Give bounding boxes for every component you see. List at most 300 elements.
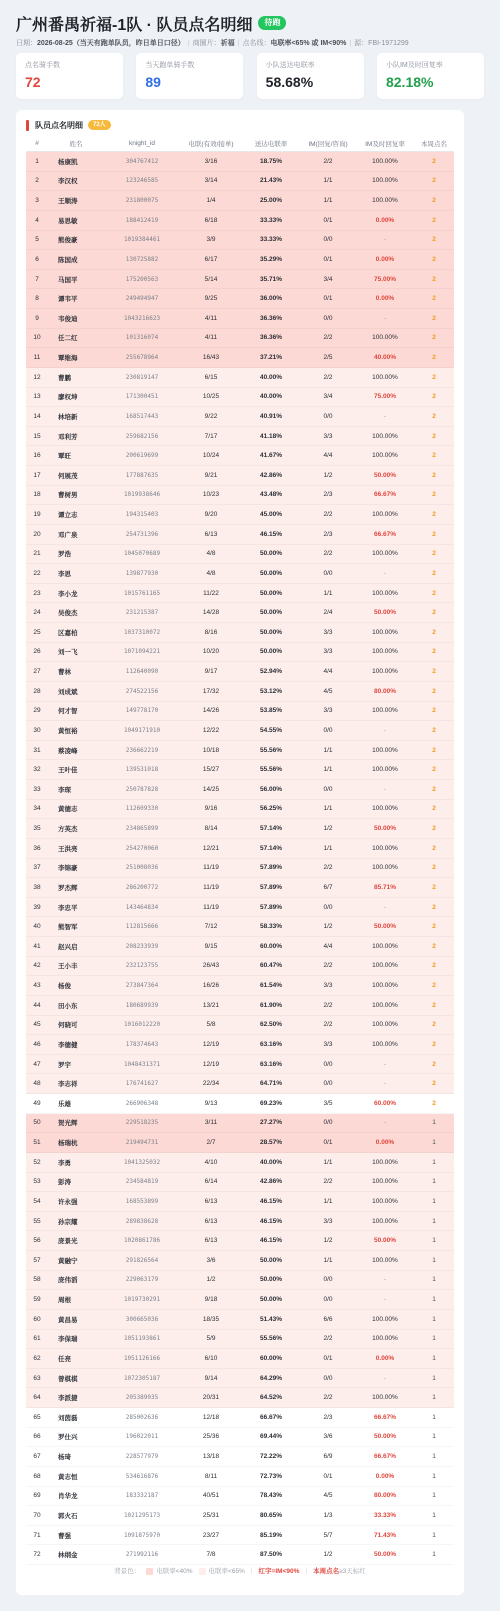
cell-index: 44 [33,1001,41,1009]
cell-name: 林纲金 [58,1552,78,1560]
legend-item-low [146,1566,192,1575]
cell-im: 2/2 [323,157,333,165]
table-row[interactable] [26,486,454,506]
table-row[interactable] [26,800,454,820]
table-row[interactable] [26,859,454,879]
cell-im-rate: 0.00% [375,1354,395,1362]
cell-weekly-marks: 2 [432,1099,436,1107]
cell-knight-id: 534616876 [125,1472,159,1480]
cell-call-rate: 46.15% [259,1237,283,1245]
cell-call-rate: 40.00% [259,1158,283,1166]
cell-index: 13 [33,393,41,401]
table-row[interactable] [26,643,454,663]
cell-index: 52 [33,1158,41,1166]
cell-im: 2/2 [323,864,333,872]
cell-knight-id: 255678964 [125,354,159,362]
table-row[interactable] [26,662,454,682]
table-row[interactable] [26,1094,454,1114]
cell-name: 罗浩 [58,551,71,559]
cell-weekly-marks: 2 [432,707,436,715]
col-calls[interactable]: 电联(有效/接单) [188,141,234,148]
cell-calls: 11/22 [203,589,219,597]
cell-call-rate: 56.25% [259,805,283,813]
table-row[interactable] [26,878,454,898]
cell-call-rate: 50.00% [259,550,283,558]
cell-name: 马国平 [58,276,78,284]
cell-im: 3/3 [323,982,333,990]
cell-im-rate: - [383,1119,387,1127]
cell-calls: 4/11 [204,334,218,342]
cell-im-rate: 66.67% [373,491,397,499]
cell-weekly-marks: 2 [432,903,436,911]
table-row[interactable] [26,231,454,251]
cell-knight-id: 112609330 [125,805,159,813]
cell-weekly-marks: 2 [432,569,436,577]
cell-knight-id: 112640090 [125,668,159,676]
cell-index: 27 [33,668,41,676]
cell-im-rate: 100.00% [372,746,398,754]
table-row[interactable] [26,976,454,996]
cell-im: 1/2 [323,1551,333,1559]
cell-im-rate: - [383,412,387,420]
table-row[interactable] [26,172,454,192]
cell-knight-id: 177887635 [125,471,159,479]
col-index[interactable]: # [35,140,39,147]
table-row[interactable] [26,466,454,486]
table-row[interactable] [26,937,454,957]
table-row[interactable] [26,1074,454,1094]
cell-im: 1/2 [323,825,333,833]
cell-im-rate: 100.00% [372,452,398,460]
table-row[interactable] [26,270,454,290]
source-text: 源：FBI-1971299 [354,40,409,47]
cell-name: 谭立志 [58,512,78,520]
cell-name: 罗杰辉 [58,884,78,892]
col-knight-id[interactable]: knight_id [128,140,156,147]
table-row[interactable] [26,1349,454,1369]
cell-im: 4/4 [323,452,333,460]
cell-index: 64 [33,1394,41,1402]
cell-weekly-marks: 1 [432,1394,436,1402]
cell-knight-id: 180689939 [125,1001,159,1009]
cell-call-rate: 36.00% [259,295,283,303]
table-row[interactable] [26,1192,454,1212]
cell-call-rate: 40.00% [259,393,283,401]
cell-im: 0/0 [323,1119,333,1127]
table-row[interactable] [26,1506,454,1526]
cell-knight-id: 183332187 [125,1492,159,1500]
cell-index: 3 [35,197,39,205]
cell-calls: 3/11 [204,1119,218,1127]
cell-im: 2/2 [323,550,333,558]
legend-item-weekly [313,1566,366,1575]
cell-weekly-marks: 1 [432,1492,436,1500]
cell-calls: 1/2 [206,1276,216,1284]
cell-index: 30 [33,726,41,734]
cell-knight-id: 286200772 [125,883,159,891]
cell-im-rate: - [383,903,387,911]
cell-im-rate: 100.00% [372,550,398,558]
cell-calls: 20/31 [202,1394,220,1402]
table-row[interactable] [26,211,454,231]
table-row[interactable] [26,1055,454,1075]
table-body [26,152,454,1565]
cell-name: 王小丰 [58,963,78,971]
table-row[interactable] [26,564,454,584]
cell-call-rate: 51.43% [259,1315,283,1323]
cell-im: 0/0 [323,569,333,577]
cell-call-rate: 62.50% [259,1021,283,1029]
cell-calls: 26/43 [202,962,220,970]
cell-im: 4/5 [323,1492,333,1500]
table-row[interactable] [26,545,454,565]
table-row[interactable] [26,1114,454,1134]
table-row[interactable] [26,702,454,722]
cell-name: 刘茵磊 [58,1414,78,1422]
table-row[interactable] [26,1153,454,1173]
cell-im-rate: 100.00% [372,1021,398,1029]
table-row[interactable] [26,250,454,270]
col-call-rate[interactable]: 送达电联率 [254,141,288,148]
cell-weekly-marks: 2 [432,825,436,833]
cell-weekly-marks: 1 [432,1453,436,1461]
cell-index: 39 [33,903,41,911]
cell-im-rate: 50.00% [373,1433,397,1441]
cell-name: 方英杰 [58,826,78,834]
cell-call-rate: 61.90% [259,1001,283,1009]
table-row[interactable] [26,1212,454,1232]
cell-index: 49 [33,1099,41,1107]
table-row[interactable] [26,898,454,918]
table-row[interactable] [26,1545,454,1565]
table-row[interactable] [26,1173,454,1193]
table-row[interactable] [26,721,454,741]
cell-index: 14 [33,412,41,420]
table-row[interactable] [26,1133,454,1153]
cell-name: 彭涛 [58,1179,71,1187]
cell-index: 19 [33,511,41,519]
table-row[interactable] [26,1231,454,1251]
cell-im: 3/3 [323,707,333,715]
cell-call-rate: 55.56% [259,766,283,774]
cell-call-rate: 37.21% [259,354,283,362]
cell-name: 李锦豪 [58,865,78,873]
table-row[interactable] [26,309,454,329]
table-row[interactable] [26,780,454,800]
cell-im-rate: 100.00% [372,1394,398,1402]
cell-knight-id: 171300451 [125,393,159,401]
cell-call-rate: 46.15% [259,1217,283,1225]
cell-knight-id: 232123755 [125,962,159,970]
cell-calls: 4/11 [204,314,218,322]
cell-weekly-marks: 1 [432,1511,436,1519]
cell-call-rate: 41.18% [259,432,283,440]
cell-name: 何才智 [58,708,78,716]
cell-im: 6/9 [323,1453,333,1461]
cell-index: 40 [33,923,41,931]
cell-name: 黄昌易 [58,1316,78,1324]
table-row[interactable] [26,191,454,211]
cell-calls: 9/13 [204,1099,218,1107]
cell-weekly-marks: 2 [432,883,436,891]
table-row[interactable] [26,917,454,937]
cell-im: 4/4 [323,668,333,676]
cell-calls: 11/19 [203,903,219,911]
table-row[interactable] [26,427,454,447]
cell-im-rate: 100.00% [372,1197,398,1205]
meta-line: 日期：2026-08-25（当天有跑单队员，昨日单日口径） | 商圈片：祈福 | 点名线：电联率<65% 或 IM<90% | 源：FBI-1971299 [16,40,409,47]
cell-im-rate: 100.00% [372,177,398,185]
cell-knight-id: 304767412 [125,157,159,165]
cell-knight-id: 285002636 [125,1413,159,1421]
cell-knight-id: 1015761165 [123,589,161,597]
table-row[interactable] [26,152,454,172]
cell-weekly-marks: 1 [432,1119,436,1127]
cell-call-rate: 57.89% [259,883,283,891]
table-row[interactable] [26,1290,454,1310]
cell-im-rate: 50.00% [373,609,397,617]
cell-knight-id: 254270060 [125,844,159,852]
cell-calls: 12/19 [202,1060,220,1068]
cell-weekly-marks: 1 [432,1354,436,1362]
cell-weekly-marks: 2 [432,942,436,950]
table-row[interactable] [26,584,454,604]
cell-calls: 13/21 [202,1001,220,1009]
page-title: 广州番禺祈福-1队 · 队员点名明细 [16,16,253,34]
cell-index: 31 [33,746,41,754]
merchant-value: 祈福 [220,40,235,47]
cell-knight-id: 143464834 [125,903,159,911]
table-row[interactable] [26,1447,454,1467]
cell-weekly-marks: 2 [432,373,436,381]
cell-weekly-marks: 2 [432,648,436,656]
cell-call-rate: 36.36% [259,314,283,322]
card-label: 当天跑单骑手数 [145,62,195,69]
cell-index: 69 [33,1492,41,1500]
cell-name: 曹林 [58,669,71,677]
card-called-riders [16,53,123,99]
cell-weekly-marks: 1 [432,1296,436,1304]
table-row[interactable] [26,289,454,309]
cell-im: 1/2 [323,923,333,931]
cell-weekly-marks: 1 [432,1217,436,1225]
cell-call-rate: 18.75% [259,157,283,165]
cell-im-rate: 66.67% [373,1453,397,1461]
cell-calls: 10/23 [202,491,220,499]
cell-im: 1/1 [323,1158,333,1166]
cell-index: 56 [33,1237,41,1245]
cell-knight-id: 231800075 [125,197,159,205]
cell-weekly-marks: 2 [432,197,436,205]
cell-im: 2/2 [323,1335,333,1343]
cell-knight-id: 1043216623 [123,314,161,322]
col-im-rate[interactable]: IM及时回复率 [365,141,405,148]
cell-index: 61 [33,1335,41,1343]
cell-call-rate: 46.15% [259,530,283,538]
table-row[interactable] [26,603,454,623]
table-row[interactable] [26,1487,454,1507]
table-row[interactable] [26,1369,454,1389]
cell-im-rate: - [383,726,387,734]
cell-calls: 7/17 [204,432,218,440]
cell-knight-id: 236662219 [125,746,159,754]
cell-call-rate: 53.85% [259,707,283,715]
cell-name: 曹树男 [58,492,78,500]
cell-calls: 9/21 [204,471,218,479]
cell-knight-id: 176741627 [125,1080,159,1088]
cell-calls: 9/17 [204,668,218,676]
cell-calls: 11/19 [203,864,219,872]
cell-calls: 9/25 [204,295,218,303]
cell-call-rate: 87.50% [259,1551,283,1559]
cell-weekly-marks: 2 [432,255,436,263]
cell-knight-id: 1019938646 [123,491,161,499]
accent-bar [26,120,29,131]
cell-call-rate: 27.27% [259,1119,283,1127]
table-row[interactable] [26,839,454,859]
swatch-low [146,1568,153,1575]
cell-knight-id: 1019730291 [123,1296,161,1304]
cell-im-rate: 0.00% [375,295,395,303]
cell-index: 10 [33,334,41,342]
cell-weekly-marks: 1 [432,1197,436,1205]
cell-index: 37 [33,864,41,872]
cell-name: 许永强 [58,1198,78,1206]
cell-index: 4 [35,216,39,224]
cell-im: 2/3 [323,530,333,538]
table-row[interactable] [26,1310,454,1330]
cell-weekly-marks: 2 [432,589,436,597]
col-name[interactable]: 姓名 [69,141,83,148]
table-row[interactable] [26,1408,454,1428]
table-row[interactable] [26,1271,454,1291]
cell-im: 2/4 [323,609,333,617]
table-row[interactable] [26,623,454,643]
cell-im-rate: 100.00% [372,589,398,597]
cell-im: 4/4 [323,942,333,950]
table-row[interactable] [26,682,454,702]
cell-weekly-marks: 2 [432,962,436,970]
cell-im-rate: 0.00% [375,1472,395,1480]
cell-knight-id: 228577979 [125,1453,159,1461]
cell-name: 何展茂 [58,472,78,480]
table-row[interactable] [26,819,454,839]
cell-index: 45 [33,1021,41,1029]
cell-im-rate: - [383,1296,387,1304]
cell-calls: 9/20 [204,511,218,519]
cell-weekly-marks: 2 [432,609,436,617]
cell-call-rate: 28.57% [259,1139,283,1147]
cell-call-rate: 72.22% [259,1453,283,1461]
page-header [16,12,484,48]
cell-weekly-marks: 2 [432,236,436,244]
cell-knight-id: 168517443 [125,412,159,420]
cell-im-rate: 100.00% [372,511,398,519]
cell-im: 1/1 [323,805,333,813]
cell-im-rate: 0.00% [375,1139,395,1147]
cell-name: 廖权坤 [58,394,78,402]
table-row[interactable] [26,505,454,525]
table-row[interactable] [26,348,454,368]
cell-index: 67 [33,1453,41,1461]
cell-calls: 18/35 [202,1315,220,1323]
table-row[interactable] [26,368,454,388]
swatch-mid [199,1568,206,1575]
cell-knight-id: 149778170 [125,707,159,715]
cell-weekly-marks: 2 [432,1060,436,1068]
table-row[interactable] [26,957,454,977]
table-row[interactable] [26,760,454,780]
cell-knight-id: 229518235 [125,1119,159,1127]
table-row[interactable] [26,741,454,761]
cell-name: 熊俊豪 [58,237,78,245]
table-row[interactable] [26,525,454,545]
table-row[interactable] [26,388,454,408]
col-weekly-marks[interactable]: 本周点名 [421,141,447,148]
cell-weekly-marks: 2 [432,628,436,636]
cell-call-rate: 33.33% [259,236,283,244]
cell-index: 5 [35,236,39,244]
table-row[interactable] [26,1016,454,1036]
cell-im-rate: 100.00% [372,1315,398,1323]
table-row[interactable] [26,446,454,466]
table-row[interactable] [26,996,454,1016]
date-label: 日期： [16,40,37,47]
table-row[interactable] [26,1428,454,1448]
cell-weekly-marks: 1 [432,1237,436,1245]
cell-im: 2/2 [323,334,333,342]
cell-name: 曹强 [58,1532,71,1540]
cell-weekly-marks: 2 [432,530,436,538]
cell-im-rate: - [383,1060,387,1068]
cell-calls: 9/14 [204,1374,218,1382]
cell-calls: 12/22 [202,726,220,734]
table-row[interactable] [26,1251,454,1271]
table-row[interactable] [26,1035,454,1055]
legend-prefix: 背景色： [114,1568,141,1575]
cell-name: 肖华龙 [58,1493,78,1501]
table-row[interactable] [26,1526,454,1546]
cell-call-rate: 58.33% [259,923,283,931]
cell-name: 庞景光 [58,1238,78,1246]
cell-knight-id: 249494947 [125,295,159,303]
cell-name: 乐雄 [58,1100,71,1108]
table-row[interactable] [26,407,454,427]
cell-index: 50 [33,1119,41,1127]
legend-red-text: 红字=IM<90% [258,1568,300,1575]
table-row[interactable] [26,329,454,349]
cell-index: 20 [33,530,41,538]
cell-weekly-marks: 2 [432,1040,436,1048]
cell-knight-id: 1037310072 [123,628,161,636]
cell-index: 41 [33,942,41,950]
cell-weekly-marks: 1 [432,1276,436,1284]
cell-im: 2/5 [323,354,333,362]
cell-call-rate: 25.00% [259,197,283,205]
cell-im: 1/1 [323,197,333,205]
cell-weekly-marks: 2 [432,668,436,676]
cell-name: 李汉权 [58,178,78,186]
cell-calls: 7/8 [206,1551,216,1559]
table-row[interactable] [26,1467,454,1487]
cell-call-rate: 45.00% [259,511,283,519]
col-im[interactable]: IM(回复/咨询) [308,141,348,148]
cell-im-rate: 100.00% [372,844,398,852]
cell-index: 51 [33,1139,41,1147]
table-row[interactable] [26,1388,454,1408]
table-row[interactable] [26,1330,454,1350]
cell-weekly-marks: 1 [432,1472,436,1480]
